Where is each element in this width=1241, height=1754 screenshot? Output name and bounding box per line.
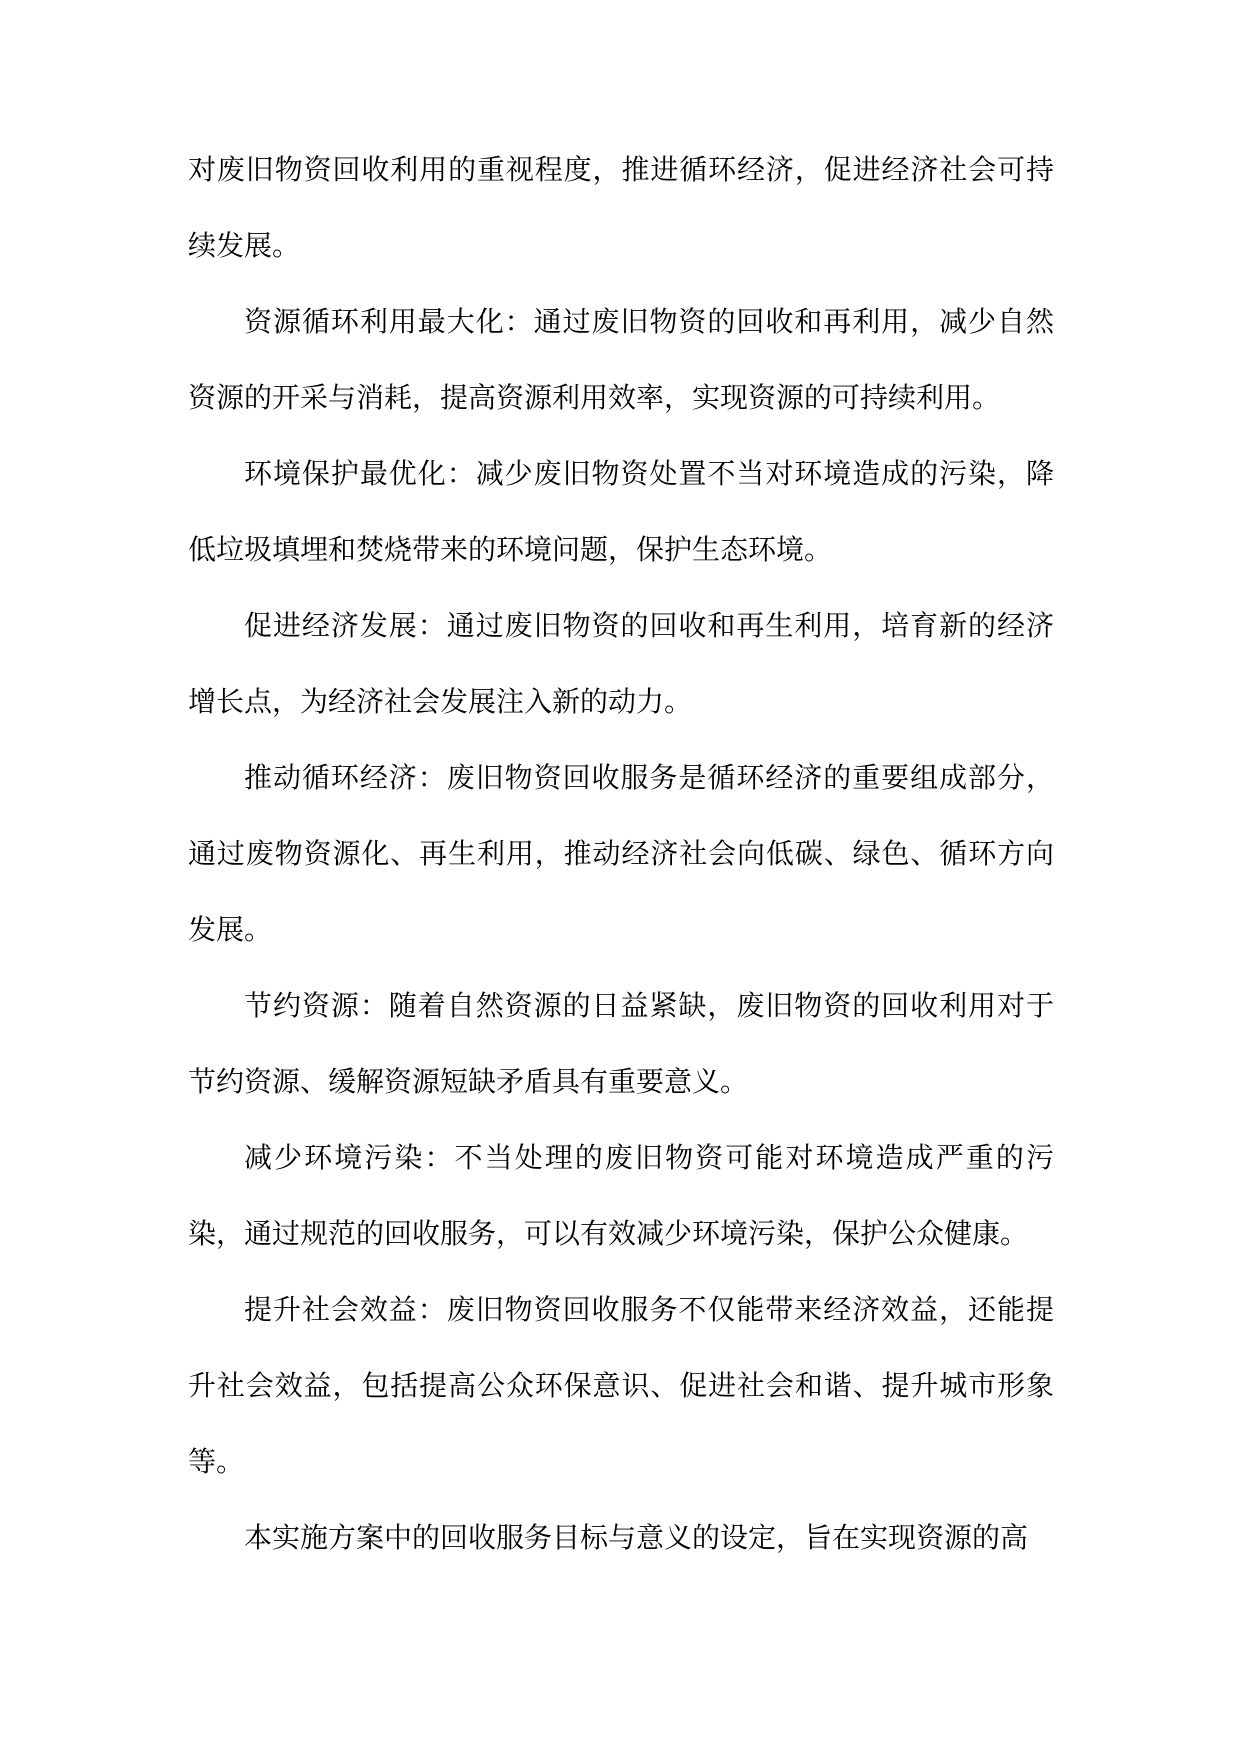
paragraph-social-benefits: 提升社会效益：废旧物资回收服务不仅能带来经济效益，还能提升社会效益，包括提高公众环保意识、促进社会和谐、提升城市形象等。: [188, 1293, 1054, 1478]
paragraph-conclusion: 本实施方案中的回收服务目标与意义的设定，旨在实现资源的高: [244, 1521, 1029, 1554]
paragraph-save-resources: 节约资源：随着自然资源的日益紧缺，废旧物资的回收利用对于节约资源、缓解资源短缺矛盾具有重要意义。: [188, 989, 1054, 1098]
paragraph-resource-recycling: 资源循环利用最大化：通过废旧物资的回收和再利用，减少自然资源的开采与消耗，提高资源利用效率，实现资源的可持续利用。: [188, 305, 1054, 414]
paragraph-circular-economy: 推动循环经济：废旧物资回收服务是循环经济的重要组成部分，通过废物资源化、再生利用，推动经济社会向低碳、绿色、循环方向发展。: [188, 761, 1054, 946]
paragraph-environmental-protection: 环境保护最优化：减少废旧物资处置不当对环境造成的污染，降低垃圾填埋和焚烧带来的环境问题，保护生态环境。: [188, 457, 1054, 566]
paragraph-reduce-pollution: 减少环境污染：不当处理的废旧物资可能对环境造成严重的污染，通过规范的回收服务，可以有效减少环境污染，保护公众健康。: [188, 1141, 1054, 1250]
paragraph-continuation: 对废旧物资回收利用的重视程度，推进循环经济，促进经济社会可持续发展。: [188, 153, 1054, 262]
paragraph-economic-development: 促进经济发展：通过废旧物资的回收和再生利用，培育新的经济增长点，为经济社会发展注入新的动力。: [188, 609, 1054, 718]
document-body: [188, 132, 1054, 1576]
